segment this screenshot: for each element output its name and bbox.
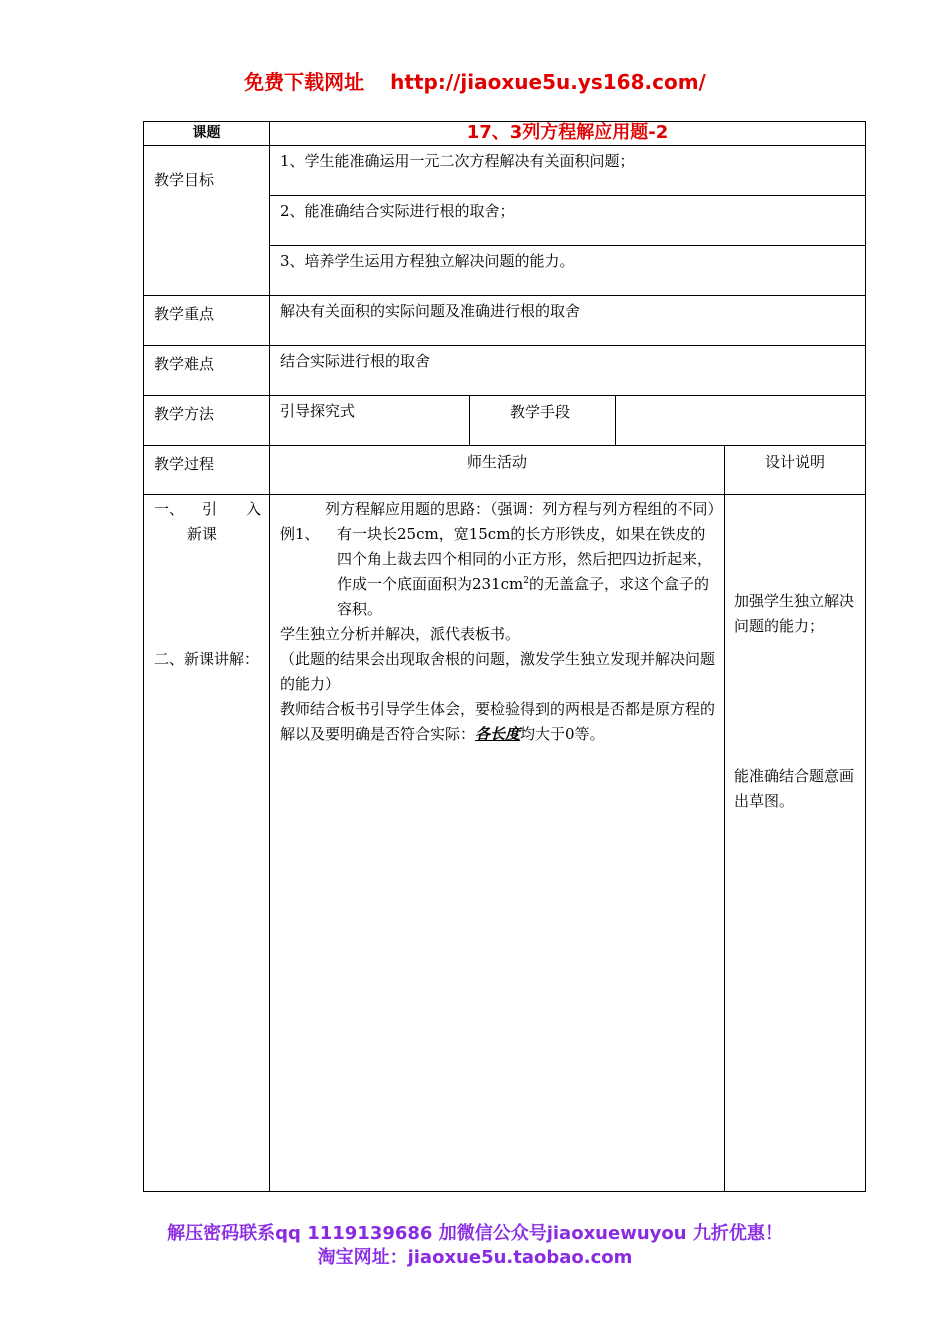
example-1-text-part1: 有一块长25cm，宽15cm的长方形铁皮，如果在铁皮的四个角上裁去四个相同的小正方形，然后把四边折起来，作成一个底面面积为231cm <box>337 525 713 593</box>
means-value <box>616 396 866 446</box>
objective-row-1 <box>144 146 866 196</box>
download-header <box>0 66 950 95</box>
activity-step-3: （此题的结果会出现取舍根的问题，激发学生独立发现并解决问题的能力） <box>280 650 716 693</box>
lesson-plan-table <box>143 121 866 1192</box>
example-1-label: 例1、 <box>280 525 320 543</box>
difficulty-row <box>144 346 866 396</box>
example-1-superscript: 2 <box>523 576 529 586</box>
section-1-subtitle: 新课 <box>187 525 218 543</box>
design-note-1: 加强学生独立解决问题的能力； <box>734 592 855 635</box>
footer-contact: 解压密码联系qq 1119139686 加微信公众号jiaoxuewuyou 九折优惠！ <box>167 1223 783 1244</box>
activity-step-4 <box>280 697 716 747</box>
activity-intro: 列方程解应用题的思路：（强调：列方程与列方程组的不同） <box>325 500 723 518</box>
example-1 <box>280 522 716 622</box>
means-label: 教学手段 <box>470 396 616 446</box>
method-label: 教学方法 <box>144 396 270 446</box>
activity-header: 师生活动 <box>270 446 725 495</box>
section-2-heading: 二、新课讲解： <box>154 650 260 668</box>
activity-step-4-part1: 教师结合板书引导学生体会，要检验得到的两根是否都是原方程的解以及要明确是否符合实际： <box>280 700 716 743</box>
download-label: 免费下载网址 <box>244 70 365 94</box>
section-1-char-b: 入 <box>245 500 261 518</box>
footer-taobao: 淘宝网址：jiaoxue5u.taobao.com <box>317 1247 633 1268</box>
lesson-title: 17、3列方程解应用题-2 <box>270 122 866 146</box>
key-point-value: 解决有关面积的实际问题及准确进行根的取舍 <box>270 296 866 346</box>
teacher-student-activity <box>270 495 725 1192</box>
process-body-row <box>144 495 866 1192</box>
process-sections <box>144 495 270 1192</box>
method-row <box>144 396 866 446</box>
key-point-label: 教学重点 <box>144 296 270 346</box>
section-1-heading <box>154 497 261 522</box>
process-label: 教学过程 <box>144 446 270 495</box>
example-1-text <box>337 522 716 622</box>
design-header: 设计说明 <box>725 446 866 495</box>
objectives-label: 教学目标 <box>144 146 270 296</box>
example-1-text-part2: 的无盖盒子，求这个盒子的容积。 <box>337 575 710 618</box>
process-header-row <box>144 446 866 495</box>
download-url-link[interactable]: http://jiaoxue5u.ys168.com/ <box>390 70 706 94</box>
activity-step-2: 学生独立分析并解决，派代表板书。 <box>280 625 521 643</box>
objective-item-1: 1、学生能准确运用一元二次方程解决有关面积问题； <box>270 146 866 196</box>
objective-item-3: 3、培养学生运用方程独立解决问题的能力。 <box>270 246 866 296</box>
difficulty-value: 结合实际进行根的取舍 <box>270 346 866 396</box>
section-1-number: 一、 <box>154 500 185 518</box>
design-notes <box>725 495 866 1192</box>
method-value: 引导探究式 <box>270 396 470 446</box>
title-label: 课题 <box>144 122 270 146</box>
key-point-row <box>144 296 866 346</box>
objective-item-2: 2、能准确结合实际进行根的取舍； <box>270 196 866 246</box>
design-note-2: 能准确结合题意画出草图。 <box>734 767 855 810</box>
activity-step-4-emphasis: 各长度 <box>475 725 521 743</box>
activity-step-4-part2: 均大于0等。 <box>520 725 605 743</box>
difficulty-label: 教学难点 <box>144 346 270 396</box>
section-1-char-a: 引 <box>201 500 217 518</box>
title-row <box>144 122 866 146</box>
